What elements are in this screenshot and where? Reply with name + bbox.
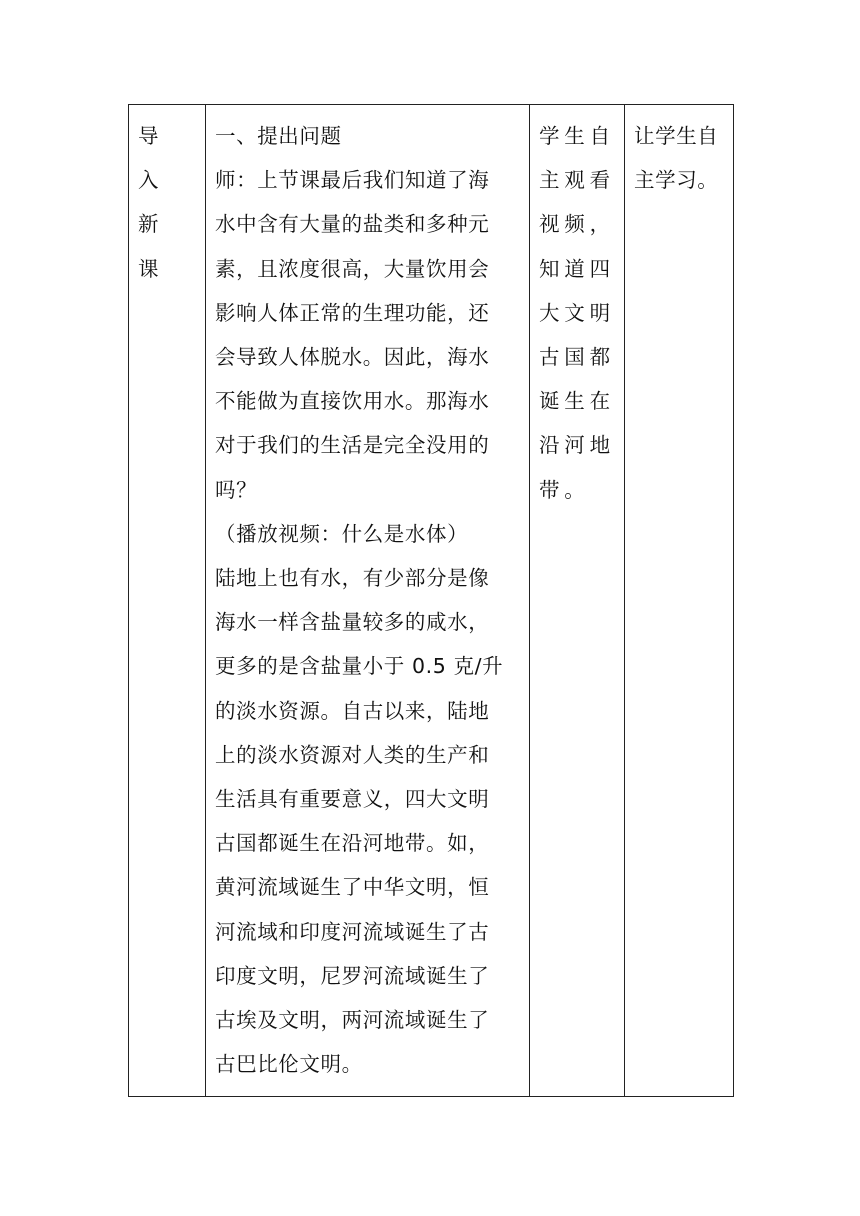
teacher-line: 影响人体正常的生理功能，还 bbox=[215, 300, 490, 325]
student-line: 大文明 bbox=[539, 300, 615, 325]
student-line: 诞生在 bbox=[539, 389, 615, 414]
teacher-line: 古埃及文明，两河流域诞生了 bbox=[215, 1008, 490, 1033]
student-line: 知道四 bbox=[539, 256, 615, 281]
teacher-line: 水中含有大量的盐类和多种元 bbox=[215, 212, 490, 237]
intent-line: 主学习。 bbox=[634, 168, 719, 193]
section-char: 导 bbox=[138, 124, 160, 148]
teacher-line: 师：上节课最后我们知道了海 bbox=[215, 168, 490, 193]
table-row bbox=[129, 105, 734, 1097]
section-char: 课 bbox=[138, 256, 160, 281]
intent-line: 让学生自 bbox=[634, 124, 719, 148]
teacher-line: （播放视频：什么是水体） bbox=[215, 521, 469, 546]
teacher-line: 黄河流域诞生了中华文明，恒 bbox=[215, 875, 490, 900]
student-activity-cell bbox=[530, 105, 625, 1097]
teacher-activity-cell bbox=[206, 105, 530, 1097]
design-intent-cell bbox=[625, 105, 734, 1097]
lesson-plan-table bbox=[128, 104, 734, 1097]
teacher-line: 河流域和印度河流域诞生了古 bbox=[215, 919, 490, 944]
student-line: 带。 bbox=[539, 477, 590, 502]
student-line: 学生自 bbox=[539, 124, 615, 148]
teacher-line: 印度文明，尼罗河流域诞生了 bbox=[215, 963, 490, 988]
student-line: 古国都 bbox=[539, 345, 615, 370]
teacher-line: 海水一样含盐量较多的咸水， bbox=[215, 610, 490, 635]
teacher-line: 古巴比伦文明。 bbox=[215, 1052, 363, 1077]
teacher-line: 会导致人体脱水。因此，海水 bbox=[215, 345, 490, 370]
teacher-line: 生活具有重要意义，四大文明 bbox=[215, 787, 490, 812]
section-char: 入 bbox=[138, 168, 160, 193]
teacher-line: 上的淡水资源对人类的生产和 bbox=[215, 742, 490, 767]
student-line: 主观看 bbox=[539, 168, 615, 193]
student-line: 视频， bbox=[539, 212, 615, 237]
teacher-line: 对于我们的生活是完全没用的 bbox=[215, 433, 490, 458]
teacher-line: 一、提出问题 bbox=[215, 124, 342, 148]
teacher-line: 古国都诞生在沿河地带。如， bbox=[215, 831, 490, 856]
teacher-line: 素，且浓度很高，大量饮用会 bbox=[215, 256, 490, 281]
teacher-line: 不能做为直接饮用水。那海水 bbox=[215, 389, 490, 414]
teacher-line: 吗？ bbox=[215, 477, 258, 502]
teacher-line: 陆地上也有水，有少部分是像 bbox=[215, 566, 490, 591]
teacher-line: 更多的是含盐量小于 0.5 克/升 bbox=[215, 654, 504, 679]
student-line: 沿河地 bbox=[539, 433, 615, 458]
section-cell bbox=[129, 105, 206, 1097]
teacher-line: 的淡水资源。自古以来，陆地 bbox=[215, 698, 490, 723]
section-char: 新 bbox=[138, 212, 160, 237]
